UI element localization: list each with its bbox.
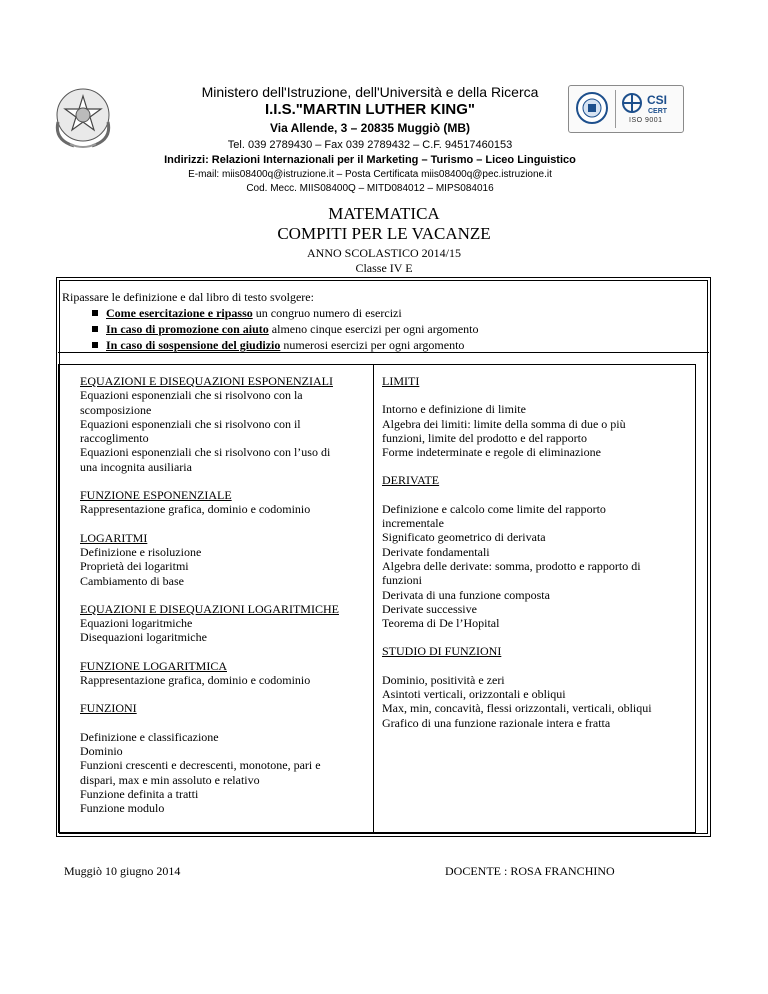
school-year: ANNO SCOLASTICO 2014/15 [306, 246, 461, 260]
bullet-icon [92, 342, 98, 348]
topic-heading: FUNZIONE LOGARITMICA [80, 658, 227, 673]
place-date: Muggiò 10 giugno 2014 [64, 864, 181, 878]
list-item [106, 321, 692, 337]
topic-heading: STUDIO DI FUNZIONI [382, 644, 502, 659]
topic-line: Equazioni esponenziali che si risolvono con l’uso di [80, 445, 331, 460]
topics-right-column [382, 374, 683, 730]
column-divider [373, 364, 374, 833]
topic-line: Dominio [80, 743, 123, 758]
topic-line: incrementale [382, 516, 444, 531]
instruction-bold: Come esercitazione e ripasso [106, 306, 253, 320]
topic-line: Definizione e classificazione [80, 729, 219, 744]
topic-line: Rappresentazione grafica, dominio e codominio [80, 673, 311, 688]
topic-heading: EQUAZIONI E DISEQUAZIONI LOGARITMICHE [80, 601, 339, 616]
school-codes: Cod. Mecc. MIIS08400Q – MITD084012 – MIPS084016 [246, 183, 494, 194]
topic-line: Derivate successive [382, 601, 477, 616]
class-label: Classe IV E [355, 261, 413, 275]
instructions-intro: Ripassare le definizione e dal libro di testo svolgere: [62, 290, 314, 304]
topic-heading: LIMITI [382, 374, 420, 388]
topic-line: Funzioni crescenti e decrescenti, monotone, pari e [80, 758, 321, 773]
topic-line: Derivata di una funzione composta [382, 587, 550, 602]
topic-line: Equazioni esponenziali che si risolvono con la [80, 388, 303, 403]
school-address: Via Allende, 3 – 20835 Muggiò (MB) [269, 121, 471, 135]
topic-line: Asintoti verticali, orizzontali e obliqui [382, 687, 566, 702]
topic-heading: FUNZIONI [80, 701, 137, 716]
ministry-name: Ministero dell'Istruzione, dell'Università e della Ricerca [201, 84, 539, 100]
topic-line: Significato geometrico di derivata [382, 530, 546, 545]
section-divider [58, 352, 709, 353]
cert-name: CSI [647, 93, 668, 107]
topic-line: Grafico di una funzione razionale intera e fratta [382, 715, 611, 730]
instruction-text: numerosi esercizi per ogni argomento [280, 338, 465, 352]
topic-heading: DERIVATE [382, 473, 440, 488]
topic-line: scomposizione [80, 402, 152, 417]
homework-title: COMPITI PER LE VACANZE [277, 224, 491, 243]
topic-line: funzioni, limite del prodotto e del rapporto [382, 430, 587, 445]
topic-line: dispari, max e min assoluto e relativo [80, 772, 260, 787]
certification-logo [568, 85, 684, 133]
topics-left-column [80, 374, 363, 815]
topic-line: Definizione e risoluzione [80, 544, 202, 559]
school-phone: Tel. 039 2789430 – Fax 039 2789432 – C.F. 94517460153 [227, 139, 513, 151]
list-item [106, 337, 692, 353]
topic-line: Algebra delle derivate: somma, prodotto e rapporto di [382, 558, 641, 573]
school-name: I.I.S."MARTIN LUTHER KING" [264, 101, 476, 118]
letterhead [150, 84, 590, 196]
cert-divider [615, 90, 616, 128]
topic-line: Rappresentazione grafica, dominio e codominio [80, 502, 311, 517]
topic-line: Funzione modulo [80, 801, 165, 816]
topic-line: Funzione definita a tratti [80, 786, 199, 801]
topic-heading: FUNZIONE ESPONENZIALE [80, 488, 232, 503]
school-indirizzi: Indirizzi: Relazioni Internazionali per il Marketing – Turismo – Liceo Linguistico [164, 154, 576, 166]
topic-line: Max, min, concavità, flessi orizzontali, verticali, obliqui [382, 701, 652, 716]
cert-sub: CERT [648, 108, 668, 115]
instruction-bold: In caso di sospensione del giudizio [106, 338, 281, 352]
topic-line: Proprietà dei logaritmi [80, 559, 189, 574]
certification-seal-icon [575, 91, 609, 125]
topic-line: raccoglimento [80, 431, 149, 446]
cert-iso-label: ISO 9001 [629, 117, 663, 124]
topic-line: Algebra dei limiti: limite della somma di due o più [382, 416, 626, 431]
instructions [62, 289, 692, 353]
topic-line: Equazioni logaritmiche [80, 616, 193, 631]
list-item [106, 305, 692, 321]
topic-line: Cambiamento di base [80, 573, 184, 588]
instruction-bold: In caso di promozione con aiuto [106, 322, 269, 336]
bullet-icon [92, 326, 98, 332]
instructions-list [62, 305, 692, 353]
topic-line: una incognita ausiliaria [80, 459, 192, 474]
topic-line: Dominio, positività e zeri [382, 672, 505, 687]
document-title [0, 204, 768, 276]
italian-republic-emblem-icon [50, 84, 116, 150]
csi-cert-icon [621, 90, 679, 118]
topic-line: Forme indeterminate e regole di eliminazione [382, 445, 601, 460]
topic-heading: LOGARITMI [80, 530, 148, 545]
topic-line: Derivate fondamentali [382, 544, 490, 559]
topic-line: Intorno e definizione di limite [382, 402, 526, 417]
topic-line: Disequazioni logaritmiche [80, 630, 207, 645]
bullet-icon [92, 310, 98, 316]
school-email: E-mail: miis08400q@istruzione.it – Posta Certificata miis08400q@pec.istruzione.it [188, 169, 552, 180]
instruction-text: almeno cinque esercizi per ogni argomento [268, 322, 479, 336]
topic-heading: EQUAZIONI E DISEQUAZIONI ESPONENZIALI [80, 374, 333, 388]
teacher-signature: DOCENTE : ROSA FRANCHINO [445, 864, 615, 878]
subject-title: MATEMATICA [328, 204, 440, 223]
topic-line: Teorema di De l’Hopital [382, 616, 500, 631]
instruction-text: un congruo numero di esercizi [252, 306, 402, 320]
topic-line: Definizione e calcolo come limite del rapporto [382, 501, 606, 516]
topic-line: funzioni [382, 573, 422, 588]
topic-line: Equazioni esponenziali che si risolvono con il [80, 416, 301, 431]
